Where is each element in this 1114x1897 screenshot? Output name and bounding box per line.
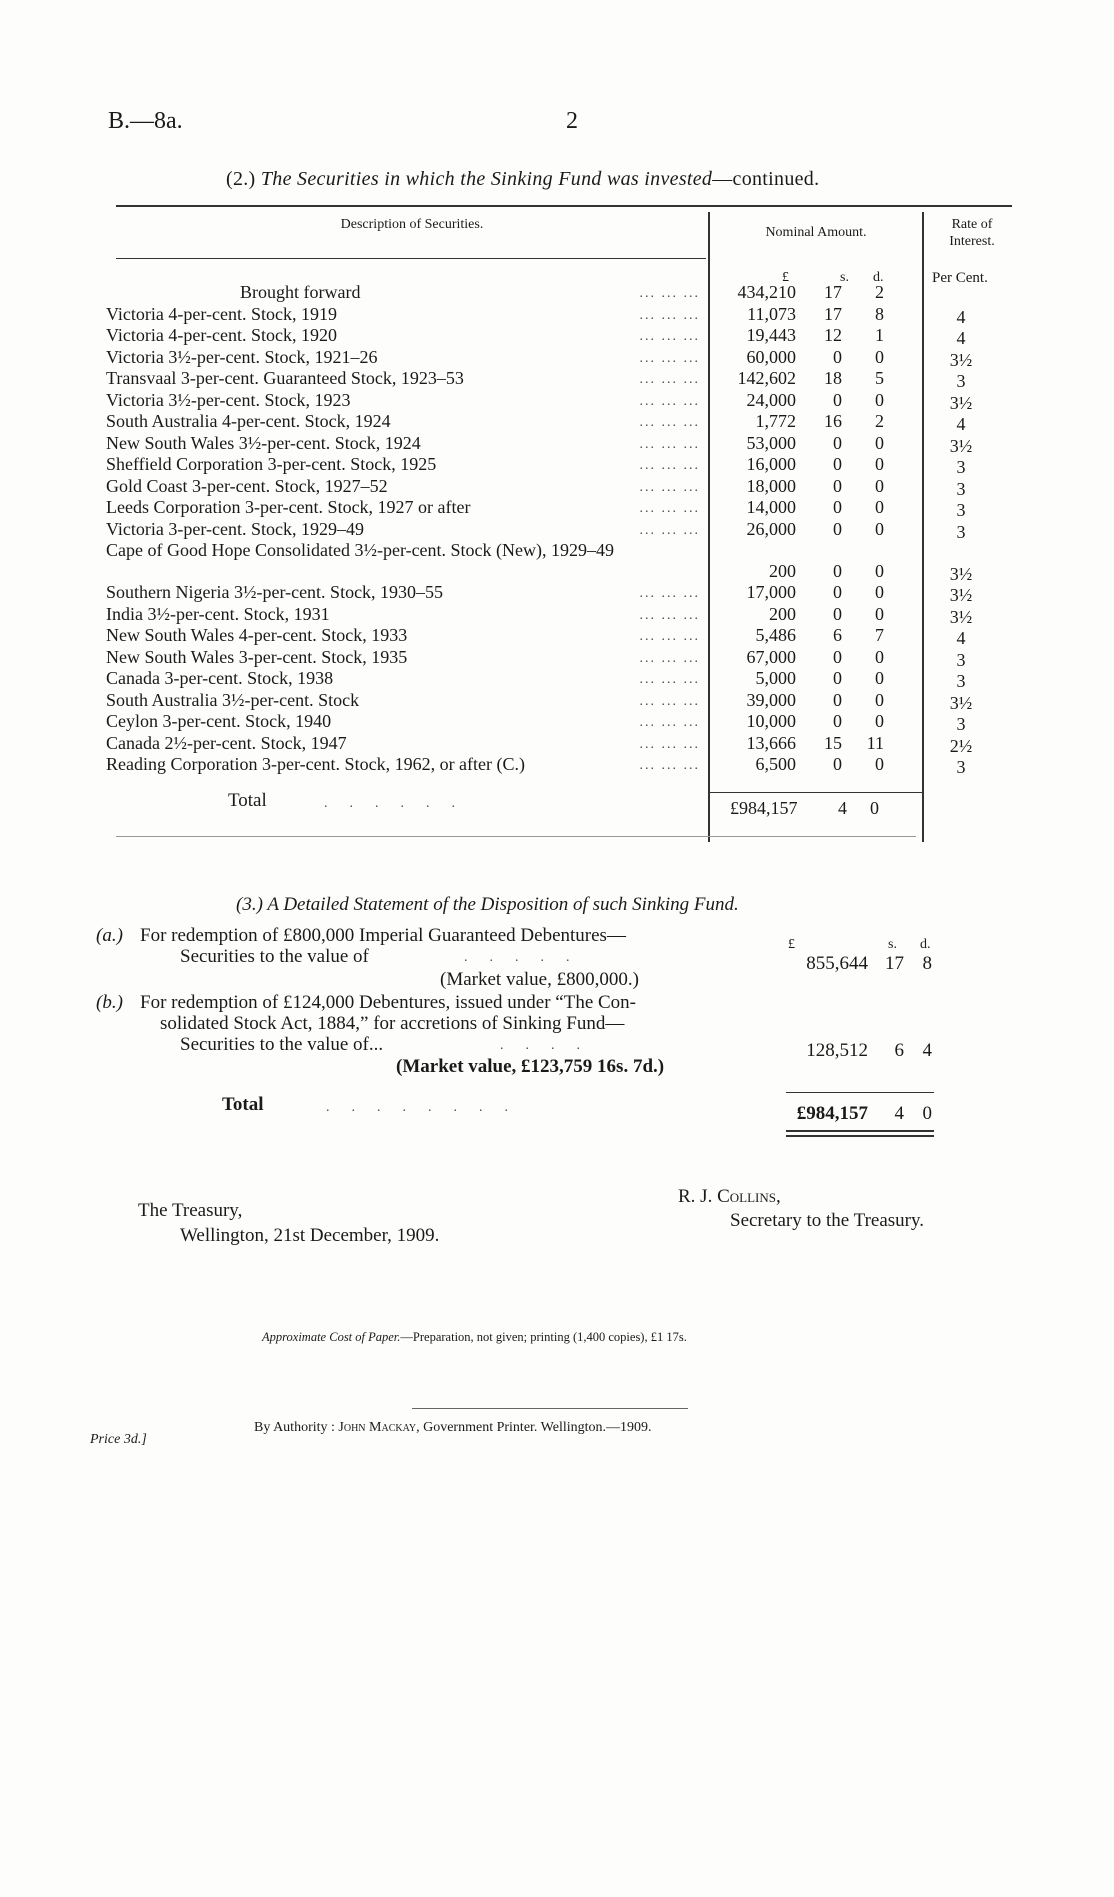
dot-leader: ... ... ... — [639, 758, 700, 773]
security-rate: 3 — [956, 500, 966, 520]
security-description: Canada 2½-per-cent. Stock, 1947 — [106, 732, 347, 753]
security-description: Gold Coast 3-per-cent. Stock, 1927–52 — [106, 475, 388, 496]
dot-leader: ... ... ... — [639, 522, 700, 538]
security-shillings: 16 — [824, 411, 842, 431]
col-description-header: Description of Securities. — [340, 217, 484, 232]
security-pounds: 16,000 — [746, 454, 796, 474]
security-rate: 3½ — [949, 606, 973, 627]
dot-leader: ... ... ... — [639, 415, 700, 430]
security-shillings: 6 — [833, 625, 842, 645]
table-total-label: Total — [228, 790, 267, 811]
dot-leader: ... ... ... — [639, 329, 700, 344]
section-3-title-text: A Detailed Statement of the Disposition of such Sinking Fund. — [267, 894, 739, 915]
security-rate: 3½ — [949, 349, 973, 370]
table-total-pounds: £984,157 — [730, 798, 798, 818]
dot-leader: ... ... ... — [639, 650, 700, 666]
security-description: Canada 3-per-cent. Stock, 1938 — [106, 668, 334, 688]
disp-total-shillings: 4 — [894, 1103, 904, 1124]
security-rate: 3 — [956, 714, 966, 734]
disp-total-double-rule-2 — [786, 1135, 934, 1137]
printer-imprint — [254, 1420, 652, 1436]
table-row — [0, 647, 1114, 668]
security-pence: 0 — [875, 754, 884, 774]
security-pence: 0 — [875, 518, 884, 539]
security-pounds: 5,486 — [755, 625, 796, 645]
security-rate: 3½ — [949, 564, 973, 584]
security-description: Victoria 3½-per-cent. Stock, 1923 — [106, 389, 351, 410]
section-3-title — [236, 894, 739, 916]
security-pence: 0 — [875, 497, 884, 517]
table-row — [0, 625, 1114, 646]
disp-total-double-rule-1 — [786, 1130, 934, 1132]
security-pounds: 53,000 — [746, 432, 796, 453]
item-b-leader: .... — [500, 1038, 602, 1053]
security-description: Victoria 4-per-cent. Stock, 1919 — [106, 303, 337, 324]
unit-pound: £ — [782, 270, 789, 285]
security-shillings: 0 — [833, 646, 842, 667]
dot-leader: ... ... ... — [639, 479, 700, 495]
signature-place-2: Wellington, 21st December, 1909. — [180, 1225, 440, 1246]
security-shillings: 17 — [824, 282, 842, 302]
table-row — [0, 433, 1114, 454]
signatory-role: Secretary to the Treasury. — [730, 1210, 924, 1231]
section-2-title — [226, 168, 819, 191]
table-total-shillings: 4 — [838, 798, 847, 818]
security-pounds: 13,666 — [746, 732, 796, 753]
dot-leader: ... ... ... — [639, 693, 700, 709]
disp-total-leader: ........ — [326, 1100, 530, 1115]
table-total-leader: ...... — [324, 796, 477, 811]
security-pounds: 10,000 — [746, 711, 796, 731]
document-reference: B.—8a. — [108, 108, 183, 134]
security-rate: 3½ — [949, 392, 973, 413]
security-pence: 0 — [875, 646, 884, 667]
cost-of-paper-label: Approximate Cost of Paper. — [262, 1330, 401, 1344]
security-pence: 11 — [866, 732, 884, 753]
security-description: Leeds Corporation 3-per-cent. Stock, 1927 or after — [106, 497, 471, 517]
security-shillings: 0 — [833, 582, 842, 602]
disp-unit-pound: £ — [788, 937, 795, 952]
security-description: New South Wales 4-per-cent. Stock, 1933 — [106, 625, 408, 645]
dot-leader: ... ... ... — [639, 458, 700, 473]
security-pence: 0 — [875, 668, 884, 688]
security-rate: 3 — [956, 371, 966, 391]
security-shillings: 17 — [824, 303, 842, 324]
table-row — [0, 690, 1114, 711]
dot-leader: ... ... ... — [639, 372, 700, 387]
security-pence: 0 — [875, 582, 884, 602]
item-a-pence: 8 — [922, 953, 932, 974]
item-b-pence: 4 — [922, 1040, 932, 1061]
security-description: India 3½-per-cent. Stock, 1931 — [106, 603, 330, 624]
security-rate: 3 — [956, 478, 966, 499]
dot-leader: ... ... ... — [639, 607, 700, 623]
security-pence: 0 — [875, 432, 884, 453]
table-row — [0, 411, 1114, 432]
security-shillings: 0 — [833, 346, 842, 367]
disp-total-pounds: £984,157 — [796, 1103, 868, 1124]
dot-leader: ... ... ... — [639, 672, 700, 687]
security-pounds: 67,000 — [746, 646, 796, 667]
item-b-label: (b.) — [96, 992, 123, 1013]
table-total-pence: 0 — [870, 798, 879, 818]
disp-unit-shillings: s. — [888, 937, 897, 952]
security-pence: 2 — [875, 282, 884, 302]
security-pounds: 200 — [769, 561, 796, 581]
security-rate: 3 — [956, 671, 966, 691]
security-pounds: 142,602 — [737, 368, 796, 388]
security-rate: 4 — [956, 628, 966, 648]
security-pounds: 14,000 — [746, 497, 796, 517]
security-rate: 3 — [956, 457, 966, 477]
security-description: Reading Corporation 3-per-cent. Stock, 1962, or after (C.) — [106, 754, 526, 774]
dot-leader: ... ... ... — [639, 350, 700, 366]
security-rate: 3 — [956, 521, 966, 542]
security-description: Ceylon 3-per-cent. Stock, 1940 — [106, 711, 332, 731]
security-description: Brought forward — [240, 282, 361, 302]
table-row — [0, 368, 1114, 389]
item-a-shillings: 17 — [885, 953, 904, 974]
security-pence: 0 — [875, 346, 884, 367]
disp-total-pence: 0 — [922, 1103, 932, 1124]
security-pence: 5 — [875, 368, 884, 388]
dot-leader: ... ... ... — [639, 736, 700, 752]
item-a-leader: ..... — [464, 950, 592, 965]
security-description: Transvaal 3-per-cent. Guaranteed Stock, 1923–53 — [106, 368, 464, 388]
total-rule — [708, 792, 922, 793]
disp-total-label: Total — [222, 1094, 264, 1115]
dot-leader: ... ... ... — [639, 501, 700, 516]
col-rate-header-line-2: Interest. — [949, 234, 995, 249]
dot-leader: ... ... ... — [639, 393, 700, 409]
security-rate: 3½ — [949, 585, 973, 605]
security-pence: 0 — [875, 603, 884, 624]
section-2-title-suffix: —continued. — [712, 168, 820, 190]
security-rate: 4 — [956, 414, 966, 434]
security-shillings: 0 — [833, 754, 842, 774]
security-pounds: 39,000 — [746, 689, 796, 710]
imprint-printer-name: John Mackay, — [338, 1420, 420, 1435]
security-pounds: 434,210 — [737, 282, 796, 302]
security-pence: 0 — [875, 689, 884, 710]
table-row — [0, 754, 1114, 775]
table-row — [0, 733, 1114, 754]
cost-of-paper — [262, 1330, 687, 1345]
security-pence: 0 — [875, 475, 884, 496]
table-row — [0, 347, 1114, 368]
table-row — [0, 304, 1114, 325]
security-shillings: 0 — [833, 497, 842, 517]
item-a-line-2: Securities to the value of — [180, 946, 369, 967]
security-pounds: 18,000 — [746, 475, 796, 496]
page-number: 2 — [566, 108, 578, 134]
table-row — [0, 668, 1114, 689]
table-row — [0, 604, 1114, 625]
table-bottom-rule — [116, 836, 916, 837]
security-pounds: 24,000 — [746, 389, 796, 410]
dot-leader: ... ... ... — [639, 286, 700, 301]
item-b-pounds: 128,512 — [806, 1040, 868, 1061]
table-row — [0, 454, 1114, 475]
security-pounds: 200 — [769, 603, 796, 624]
security-rate: 4 — [956, 328, 966, 348]
table-top-rule — [116, 205, 1012, 207]
security-description: South Australia 4-per-cent. Stock, 1924 — [106, 411, 391, 431]
security-pence: 0 — [875, 561, 884, 581]
footer-rule — [412, 1408, 688, 1409]
item-a-market-value: (Market value, £800,000.) — [440, 969, 639, 990]
price: Price 3d.] — [90, 1432, 147, 1447]
table-row — [0, 540, 1114, 582]
security-shillings: 0 — [833, 603, 842, 624]
security-pounds: 1,772 — [755, 411, 796, 431]
security-pounds: 5,000 — [755, 668, 796, 688]
table-row — [0, 282, 1114, 303]
section-2-number: (2.) — [226, 168, 256, 190]
dot-leader: ... ... ... — [639, 629, 700, 644]
security-description: Southern Nigeria 3½-per-cent. Stock, 1930–55 — [106, 582, 444, 602]
table-row — [0, 390, 1114, 411]
security-description: Victoria 3½-per-cent. Stock, 1921–26 — [106, 346, 378, 367]
col-rate-header-line-1: Rate of — [951, 217, 993, 232]
security-pence: 1 — [875, 325, 884, 345]
security-pence: 2 — [875, 411, 884, 431]
item-b-line-1: For redemption of £124,000 Debentures, issued under “The Con- — [140, 992, 637, 1013]
table-header-rule — [116, 258, 706, 259]
disp-total-rule-top — [786, 1092, 934, 1093]
disp-unit-pence: d. — [920, 937, 931, 952]
item-b-market-value: (Market value, £123,759 16s. 7d.) — [396, 1056, 665, 1077]
dot-leader: ... ... ... — [639, 436, 700, 452]
security-shillings: 0 — [833, 454, 842, 474]
security-pounds: 6,500 — [755, 754, 796, 774]
security-pounds: 17,000 — [746, 582, 796, 602]
security-rate: 3½ — [949, 435, 973, 456]
table-row — [0, 582, 1114, 603]
item-b-shillings: 6 — [894, 1040, 904, 1061]
security-pence: 0 — [875, 711, 884, 731]
security-pence: 0 — [875, 454, 884, 474]
item-b-line-3: Securities to the value of... — [180, 1034, 384, 1055]
item-a-label: (a.) — [96, 925, 123, 946]
col-nominal-header: Nominal Amount. — [765, 225, 867, 240]
item-b-line-2: solidated Stock Act, 1884,” for accretions of Sinking Fund— — [160, 1013, 625, 1034]
security-rate: 3 — [956, 649, 966, 670]
table-row — [0, 476, 1114, 497]
security-description: South Australia 3½-per-cent. Stock — [106, 689, 360, 710]
cost-of-paper-text: —Preparation, not given; printing (1,400 copies), £1 17s. — [400, 1330, 687, 1344]
security-shillings: 0 — [833, 668, 842, 688]
table-row — [0, 325, 1114, 346]
security-pence: 7 — [875, 625, 884, 645]
security-description: Victoria 4-per-cent. Stock, 1920 — [106, 325, 337, 345]
item-a-line-1: For redemption of £800,000 Imperial Guaranteed Debentures— — [140, 925, 626, 946]
security-rate: 3½ — [949, 692, 973, 713]
security-shillings: 15 — [824, 732, 842, 753]
imprint-printer-title: Government Printer. Wellington.—1909. — [423, 1420, 652, 1435]
security-description: Cape of Good Hope Consolidated 3½-per-cent. Stock (New), 1929–49 — [106, 540, 615, 560]
item-a-pounds: 855,644 — [806, 953, 868, 974]
security-shillings: 0 — [833, 689, 842, 710]
unit-pence: d. — [873, 270, 884, 285]
table-row — [0, 519, 1114, 540]
dot-leader: ... ... ... — [639, 715, 700, 730]
security-shillings: 0 — [833, 518, 842, 539]
security-rate: 2½ — [949, 735, 973, 756]
dot-leader: ... ... ... — [639, 586, 700, 601]
unit-percent: Per Cent. — [932, 270, 988, 286]
signatory-name: R. J. Collins, — [678, 1186, 781, 1207]
security-shillings: 18 — [824, 368, 842, 388]
security-shillings: 0 — [833, 711, 842, 731]
security-pounds: 19,443 — [746, 325, 796, 345]
dot-leader: ... ... ... — [639, 307, 700, 323]
security-pence: 0 — [875, 389, 884, 410]
table-row — [0, 711, 1114, 732]
signature-place-1: The Treasury, — [138, 1200, 243, 1221]
security-shillings: 0 — [833, 475, 842, 496]
security-pounds: 60,000 — [746, 346, 796, 367]
security-rate: 4 — [956, 306, 966, 327]
section-3-number: (3.) — [236, 894, 263, 915]
section-2-title-text: The Securities in which the Sinking Fund was invested — [260, 168, 713, 190]
security-pounds: 26,000 — [746, 518, 796, 539]
security-description: New South Wales 3½-per-cent. Stock, 1924 — [106, 432, 421, 453]
security-pounds: 11,073 — [747, 303, 796, 324]
security-description: New South Wales 3-per-cent. Stock, 1935 — [106, 646, 408, 667]
table-row — [0, 497, 1114, 518]
unit-shillings: s. — [840, 270, 849, 285]
security-description: Victoria 3-per-cent. Stock, 1929–49 — [106, 518, 364, 539]
security-shillings: 0 — [833, 389, 842, 410]
security-rate: 3 — [956, 757, 966, 777]
security-shillings: 0 — [833, 561, 842, 581]
security-description: Sheffield Corporation 3-per-cent. Stock, 1925 — [106, 454, 437, 474]
imprint-authority: By Authority : — [254, 1420, 335, 1435]
security-pence: 8 — [875, 303, 884, 324]
security-shillings: 0 — [833, 432, 842, 453]
security-shillings: 12 — [824, 325, 842, 345]
col-rate-header — [924, 216, 1020, 250]
